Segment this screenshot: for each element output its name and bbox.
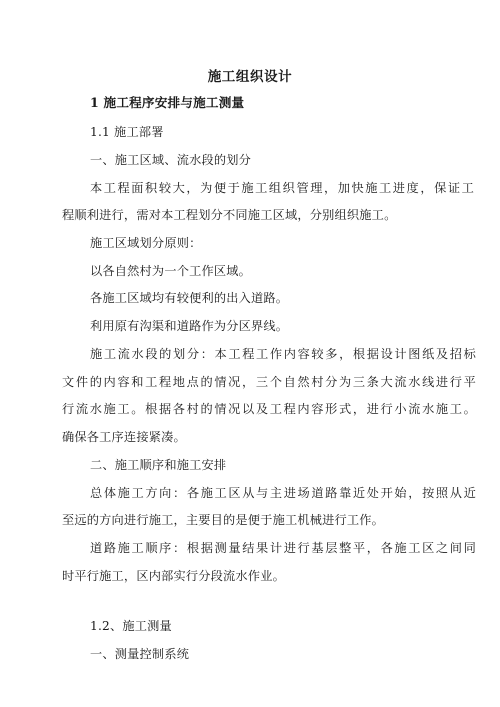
paragraph-2-line-1: 施工流水段的划分：本工程工作内容较多，根据设计图纸及招标	[90, 347, 476, 361]
paragraph-4-line-1: 道路施工顺序：根据测量结果计进行基层整平，各施工区之间同	[90, 541, 476, 555]
subsection-heading-1-2: 1.2、施工测量	[90, 619, 172, 633]
paragraph-1-line-2: 程顺利进行，需对本工程划分不同施工区域，分别组织施工。	[62, 208, 397, 222]
document-title: 施工组织设计	[207, 69, 293, 85]
paragraph-3-line-2: 至远的方向进行施工，主要目的是便于施工机械进行工作。	[62, 513, 385, 527]
paragraph-2-line-3: 行流水施工。根据各村的情况以及工程内容形式，进行小流水施工。	[62, 402, 476, 416]
paragraph-3-line-1: 总体施工方向：各施工区从与主进场道路靠近处开始，按照从近	[90, 486, 476, 500]
paragraph-1-line-1: 本工程面积较大，为便于施工组织管理，加快施工进度，保证工	[90, 181, 474, 195]
principle-item-2: 各施工区域均有较便利的出入道路。	[90, 291, 289, 305]
part-heading-1: 一、施工区域、流水段的划分	[90, 153, 252, 167]
paragraph-4-line-2: 时平行施工，区内部实行分段流水作业。	[62, 569, 285, 583]
principle-item-3: 利用原有沟渠和道路作为分区界线。	[90, 319, 289, 333]
principle-item-1: 以各自然村为一个工作区域。	[90, 264, 252, 278]
paragraph-2-line-4: 确保各工序连接紧凑。	[62, 430, 186, 444]
principles-heading: 施工区域划分原则：	[90, 236, 202, 250]
section-heading-1: 1 施工程序安排与施工测量	[90, 95, 245, 110]
part-heading-3: 一、测量控制系统	[90, 647, 190, 661]
subsection-heading-1-1: 1.1 施工部署	[90, 125, 164, 139]
part-heading-2: 二、施工顺序和施工安排	[90, 458, 227, 472]
paragraph-2-line-2: 文件的内容和工程地点的情况，三个自然村分为三条大流水线进行平	[62, 375, 476, 389]
